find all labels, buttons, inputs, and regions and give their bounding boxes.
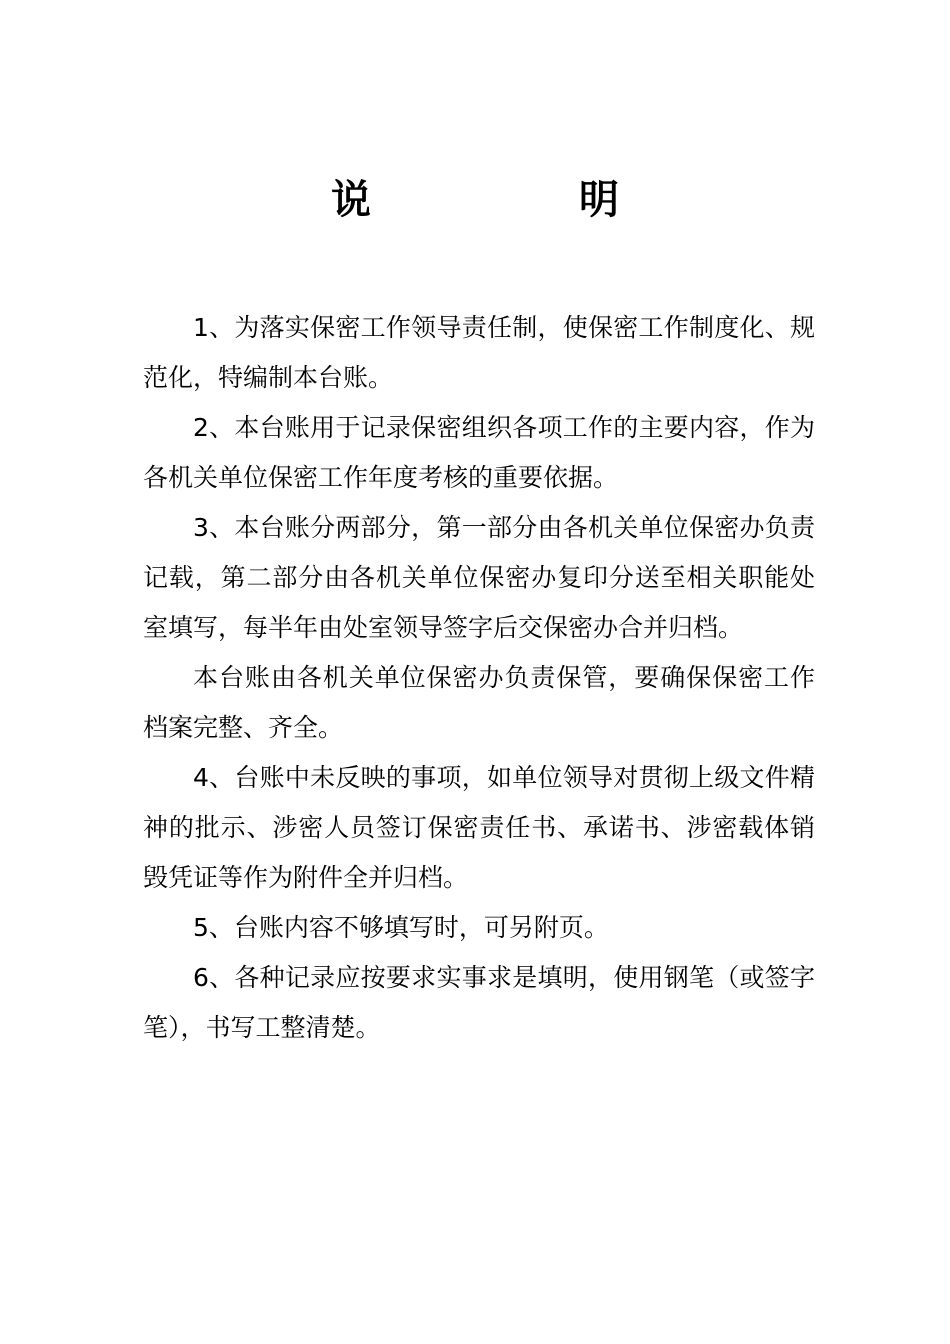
paragraph-6: 6、各种记录应按要求实事求是填明，使用钢笔（或签字笔），书写工整清楚。 [143,963,815,1042]
document-body [143,303,815,1053]
page-title: 说 明 [331,177,703,223]
paragraph-1: 1、为落实保密工作领导责任制，使保密工作制度化、规范化，特编制本台账。 [143,313,815,392]
paragraph-4: 4、台账中未反映的事项，如单位领导对贯彻上级文件精神的批示、涉密人员签订保密责任书、承诺书、涉密载体销毁凭证等作为附件全并归档。 [143,763,815,892]
paragraph-2: 2、本台账用于记录保密组织各项工作的主要内容，作为各机关单位保密工作年度考核的重要依据。 [143,413,815,492]
paragraph-3: 3、本台账分两部分，第一部分由各机关单位保密办负责记载，第二部分由各机关单位保密办复印分送至相关职能处室填写，每半年由处室领导签字后交保密办合并归档。 [143,513,815,642]
paragraph-5: 5、台账内容不够填写时，可另附页。 [193,913,609,942]
paragraph-3-note: 本台账由各机关单位保密办负责保管，要确保保密工作档案完整、齐全。 [143,663,815,742]
